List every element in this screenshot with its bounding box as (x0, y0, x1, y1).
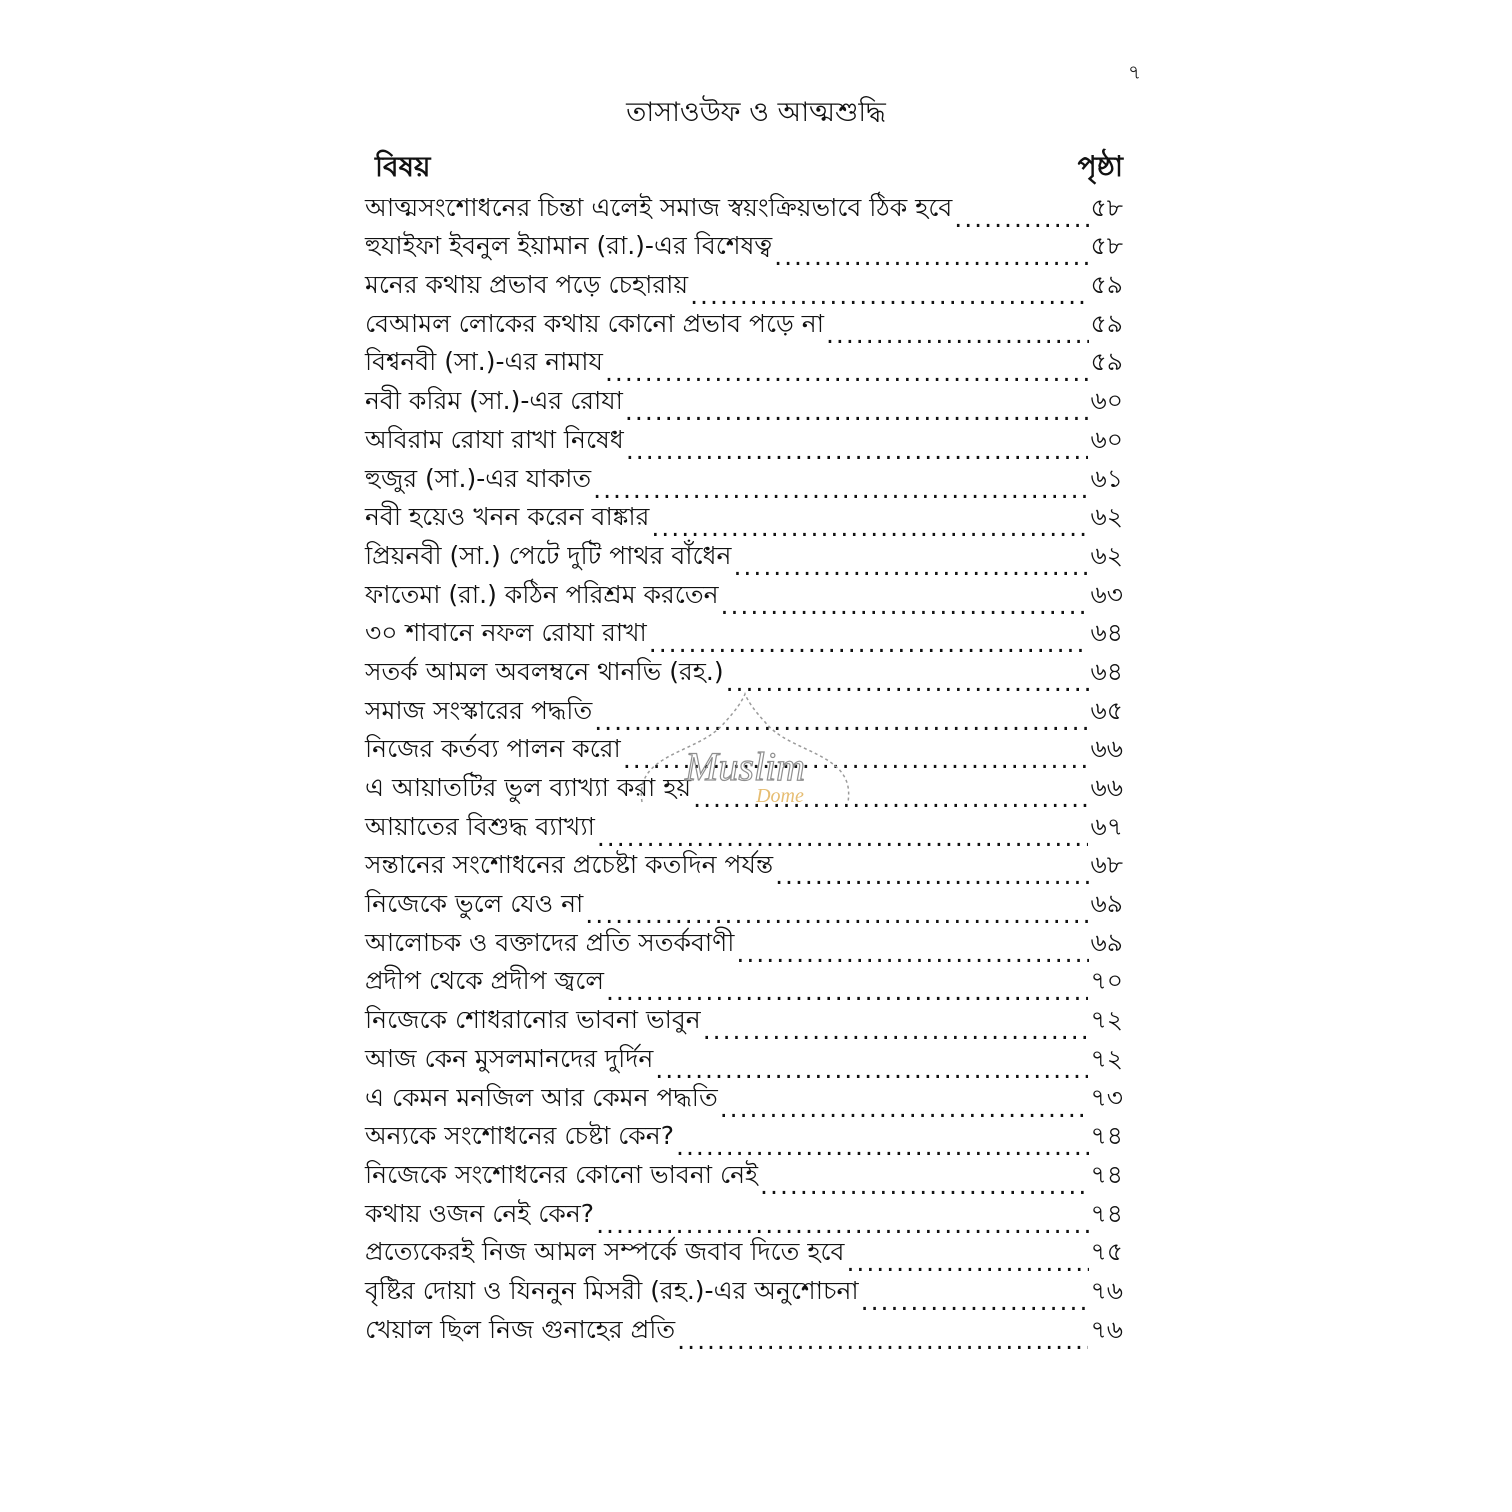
toc-entry (365, 811, 1123, 850)
toc-entry (365, 734, 1123, 773)
toc-entry-title: এ কেমন মনজিল আর কেমন পদ্ধতি (365, 1082, 718, 1112)
toc-entry-page: ৭৫ (1090, 1237, 1123, 1267)
toc-entry (365, 1237, 1123, 1276)
toc-entry-title: সমাজ সংস্কারের পদ্ধতি (365, 695, 593, 725)
toc-entry-page: ৭৪ (1090, 1121, 1123, 1151)
toc-entry-title: বৃষ্টির দোয়া ও যিননুন মিসরী (রহ.)-এর অনুশোচনা (365, 1275, 859, 1305)
toc-entry (365, 579, 1123, 618)
toc-entry (365, 656, 1123, 695)
toc-entry (365, 1314, 1123, 1353)
toc-entry (365, 192, 1123, 231)
toc-entry-title: বেআমল লোকের কথায় কোনো প্রভাব পড়ে না (365, 308, 824, 338)
toc-entry-title: প্রত্যেকেরই নিজ আমল সম্পর্কে জবাব দিতে হবে (365, 1237, 845, 1267)
page-number: ৭ (1128, 60, 1142, 84)
toc-dot-leader (594, 709, 1088, 734)
toc-entry-page: ৬৭ (1090, 811, 1123, 841)
toc-entry-title: নবী হয়েও খনন করেন বাঙ্কার (365, 502, 650, 532)
toc-entry-title: অবিরাম রোযা রাখা নিষেধ (365, 424, 624, 454)
toc-entry (365, 888, 1123, 927)
toc-subject-heading: বিষয় (375, 150, 431, 183)
toc-dot-leader (954, 206, 1088, 231)
toc-entry-page: ৬০ (1090, 386, 1123, 416)
toc-entry (365, 1275, 1123, 1314)
toc-entry-title: হুযাইফা ইবনুল ইয়ামান (রা.)-এর বিশেষত্ব (365, 231, 773, 261)
toc-entry-title: কথায় ওজন নেই কেন? (365, 1198, 595, 1228)
toc-dot-leader (693, 786, 1088, 811)
toc-entry (365, 772, 1123, 811)
toc-entry-page: ৬১ (1090, 463, 1123, 493)
toc-entry-title: সন্তানের সংশোধনের প্রচেষ্টা কতদিন পর্যন্ত (365, 850, 774, 880)
toc-dot-leader (677, 1328, 1088, 1353)
toc-entry (365, 1004, 1123, 1043)
toc-entry (365, 1082, 1123, 1121)
toc-entry (365, 1159, 1123, 1198)
toc-entry-title: এ আয়াতটির ভুল ব্যাখ্যা করা হয় (365, 773, 692, 802)
toc-entry (365, 618, 1123, 657)
toc-entry-title: প্রদীপ থেকে প্রদীপ জ্বলে (365, 966, 604, 996)
toc-entry-title: সতর্ক আমল অবলম্বনে থানভি (রহ.) (365, 656, 724, 686)
watermark-text-secondary: Dome (756, 785, 804, 807)
toc-dot-leader (605, 360, 1089, 385)
toc-entry-page: ৬৬ (1090, 734, 1123, 764)
toc-entry-title: আজ কেন মুসলমানদের দুর্দিন (365, 1043, 654, 1073)
toc-entry-page: ৫৮ (1090, 192, 1123, 222)
toc-entry-page: ৭২ (1090, 1043, 1123, 1073)
toc-entry-title: ৩০ শাবানে নফল রোযা রাখা (365, 618, 647, 648)
toc-entry (365, 347, 1123, 386)
toc-entry (365, 927, 1123, 966)
toc-entry (365, 695, 1123, 734)
toc-dot-leader (720, 1096, 1089, 1121)
toc-entry-title: মনের কথায় প্রভাব পড়ে চেহারায় (365, 270, 689, 300)
toc-entry-title: আয়াতের বিশুদ্ধ ব্যাখ্যা (365, 811, 595, 841)
toc-entry-page: ৭৬ (1090, 1314, 1123, 1344)
toc-dot-leader (623, 747, 1089, 772)
toc-entry-title: নিজেকে ভুলে যেও না (365, 889, 584, 919)
toc-dot-leader (846, 1250, 1088, 1275)
toc-list (365, 192, 1123, 1353)
toc-entry (365, 385, 1123, 424)
toc-entry-title: বিশ্বনবী (সা.)-এর নামায (365, 347, 603, 377)
toc-entry-page: ৬৮ (1090, 850, 1123, 880)
toc-entry (365, 463, 1123, 502)
toc-dot-leader (775, 863, 1088, 888)
toc-entry-page: ৬২ (1090, 502, 1123, 532)
table-of-contents (365, 146, 1123, 1353)
toc-entry-page: ৫৯ (1090, 270, 1123, 300)
toc-entry (365, 308, 1123, 347)
toc-entry-page: ৫৯ (1090, 308, 1123, 338)
toc-entry-title: অন্যকে সংশোধনের চেষ্টা কেন? (365, 1121, 674, 1151)
toc-entry-title: আত্মসংশোধনের চিন্তা এলেই সমাজ স্বয়ংক্রিয়ভাবে ঠিক হবে (365, 192, 953, 222)
toc-entry-title: প্রিয়নবী (সা.) পেটে দুটি পাথর বাঁধেন (365, 540, 732, 570)
toc-entry-page: ৬২ (1090, 540, 1123, 570)
toc-entry-page: ৭২ (1090, 1005, 1123, 1035)
toc-entry (365, 1043, 1123, 1082)
toc-dot-leader (861, 1289, 1089, 1314)
toc-entry-page: ৬০ (1090, 424, 1123, 454)
toc-page-heading: পৃষ্ঠা (1077, 150, 1123, 183)
toc-dot-leader (826, 322, 1089, 347)
toc-dot-leader (733, 554, 1088, 579)
toc-entry-title: নিজের কর্তব্য পালন করো (365, 734, 621, 764)
toc-entry (365, 269, 1123, 308)
toc-entry (365, 424, 1123, 463)
toc-entry-page: ৫৮ (1090, 231, 1123, 261)
toc-entry (365, 1121, 1123, 1160)
toc-entry-page: ৬৩ (1090, 579, 1123, 609)
toc-entry (365, 540, 1123, 579)
toc-dot-leader (736, 941, 1088, 966)
watermark-text-primary: Muslim (685, 744, 805, 789)
toc-entry-page: ৭৪ (1090, 1198, 1123, 1228)
toc-entry (365, 850, 1123, 889)
toc-entry-title: ফাতেমা (রা.) কঠিন পরিশ্রম করতেন (365, 579, 719, 609)
toc-entry-page: ৭৪ (1090, 1159, 1123, 1189)
toc-entry (365, 1198, 1123, 1237)
toc-entry-page: ৬৯ (1090, 889, 1123, 919)
toc-entry-title: নিজেকে সংশোধনের কোনো ভাবনা নেই (365, 1159, 759, 1189)
toc-entry-title: খেয়াল ছিল নিজ গুনাহের প্রতি (365, 1314, 676, 1344)
toc-entry-title: নবী করিম (সা.)-এর রোযা (365, 386, 623, 416)
toc-entry-page: ৭৩ (1090, 1082, 1123, 1112)
toc-dot-leader (726, 670, 1089, 695)
toc-entry-page: ৭৬ (1090, 1275, 1123, 1305)
toc-entry-page: ৫৯ (1090, 347, 1123, 377)
toc-dot-leader (721, 593, 1089, 618)
toc-entry-page: ৬৪ (1090, 656, 1123, 686)
toc-entry-title: হুজুর (সা.)-এর যাকাত (365, 463, 592, 493)
toc-dot-leader (593, 477, 1088, 502)
toc-header (365, 146, 1123, 192)
toc-entry-page: ৬৯ (1090, 927, 1123, 957)
toc-dot-leader (626, 438, 1089, 463)
toc-dot-leader (703, 1018, 1089, 1043)
toc-entry-page: ৬৫ (1090, 695, 1123, 725)
toc-entry (365, 231, 1123, 270)
toc-entry-page: ৬৪ (1090, 618, 1123, 648)
toc-entry-title: নিজেকে শোধরানোর ভাবনা ভাবুন (365, 1005, 701, 1035)
toc-entry (365, 502, 1123, 541)
toc-entry-page: ৬৬ (1090, 773, 1123, 802)
toc-entry-title: আলোচক ও বক্তাদের প্রতি সতর্কবাণী (365, 927, 735, 957)
toc-dot-leader (774, 244, 1088, 269)
toc-dot-leader (655, 1057, 1088, 1082)
toc-entry (365, 966, 1123, 1005)
book-title: তাসাওউফ ও আত্মশুদ্ধি (626, 97, 886, 128)
toc-dot-leader (760, 1173, 1088, 1198)
toc-entry-page: ৭০ (1090, 966, 1123, 996)
toc-dot-leader (625, 399, 1089, 424)
